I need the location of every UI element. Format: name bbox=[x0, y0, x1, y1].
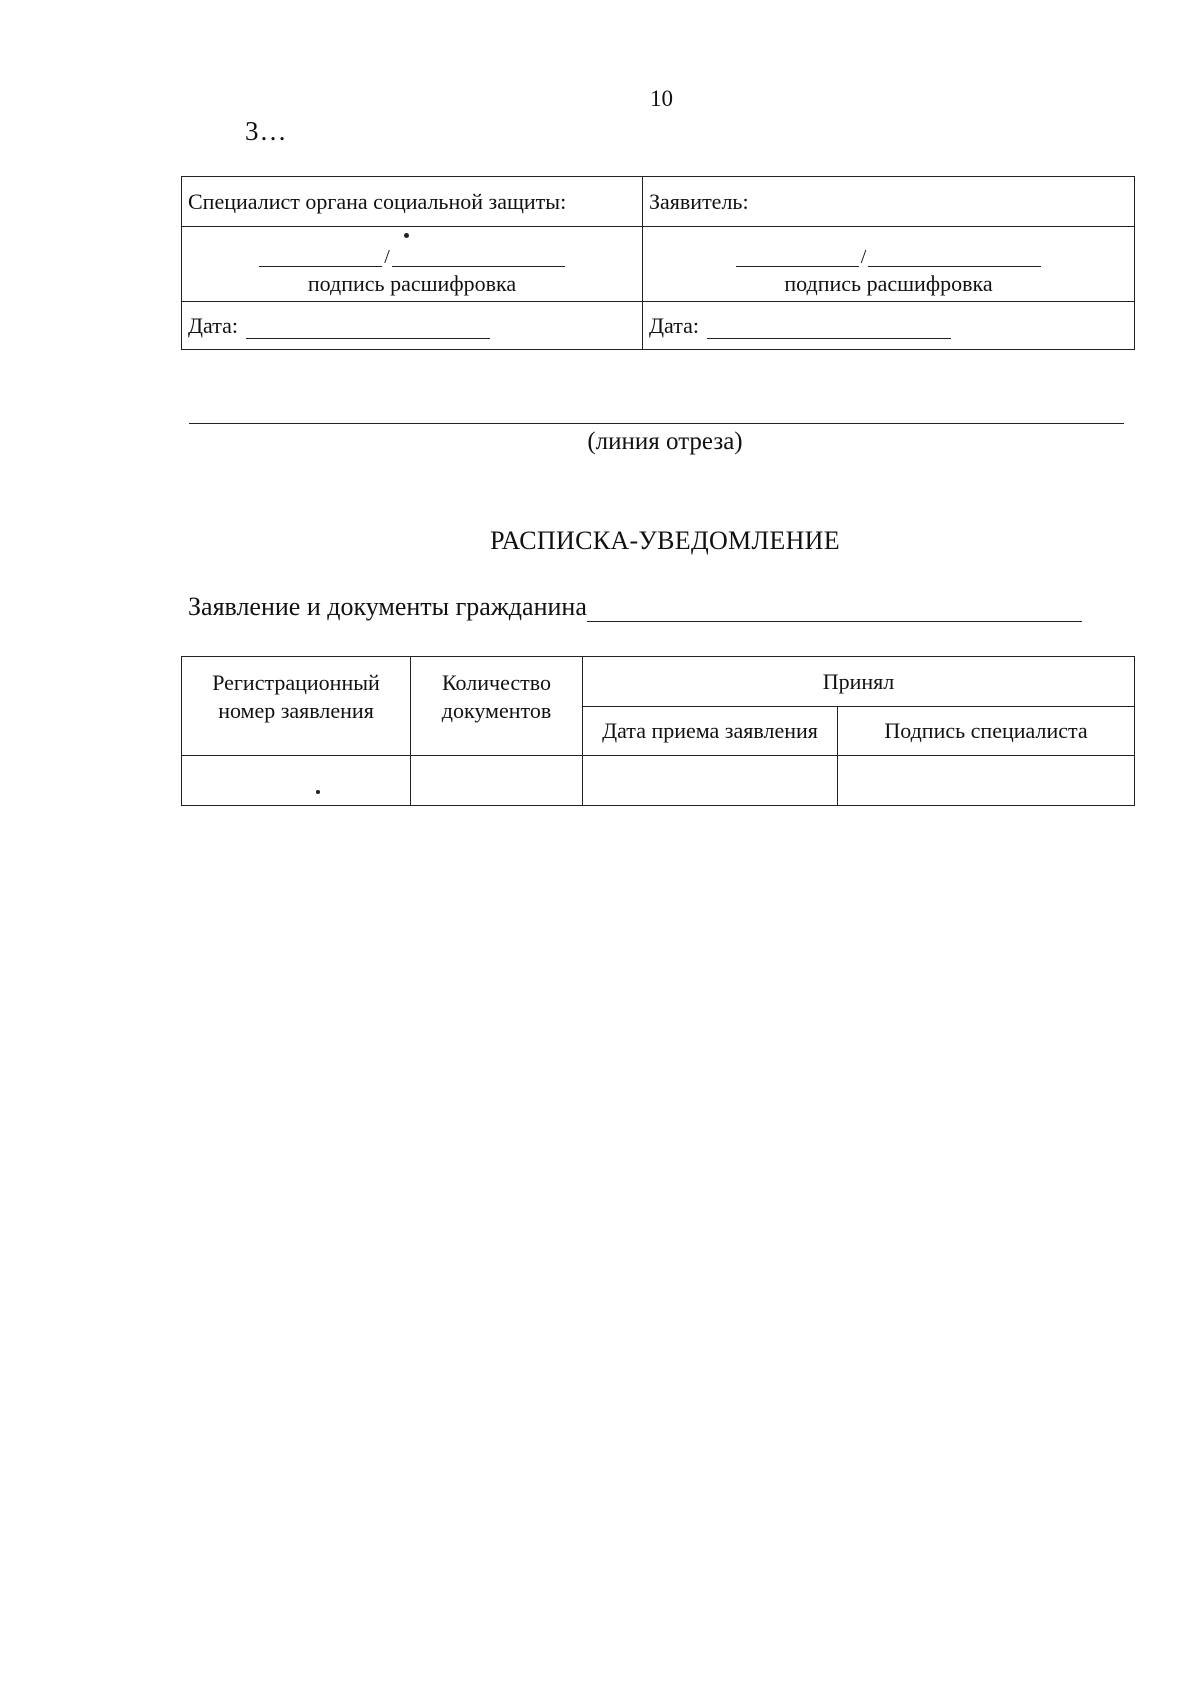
signature-slash: / bbox=[384, 246, 390, 268]
signature-blank bbox=[259, 250, 382, 267]
applicant-signature-line bbox=[649, 247, 1128, 267]
accept-date-cell bbox=[583, 756, 838, 806]
applicant-signature-cell bbox=[643, 227, 1135, 302]
receipt-table bbox=[181, 656, 1135, 806]
specialist-header: Специалист органа социальной защиты: bbox=[182, 177, 643, 227]
specialist-date-cell bbox=[182, 302, 643, 350]
accepted-header: Принял bbox=[583, 657, 1135, 707]
applicant-text: Заявление и документы гражданина bbox=[188, 592, 587, 621]
applicant-name-blank bbox=[587, 597, 1082, 622]
applicant-signature-caption: подпись расшифровка bbox=[784, 271, 993, 296]
specialist-signature-header: Подпись специалиста bbox=[838, 707, 1135, 756]
signature-blank bbox=[736, 250, 859, 267]
specialist-signature-line bbox=[188, 247, 636, 267]
specialist-date-blank bbox=[246, 318, 490, 339]
cut-line-caption: (линия отреза) bbox=[587, 428, 743, 455]
scan-dot bbox=[316, 790, 320, 794]
name-blank bbox=[392, 250, 565, 267]
applicant-header: Заявитель: bbox=[643, 177, 1135, 227]
specialist-date-label: Дата: bbox=[188, 312, 238, 338]
receipt-title: РАСПИСКА-УВЕДОМЛЕНИЕ bbox=[490, 526, 840, 555]
signature-slash: / bbox=[860, 246, 867, 268]
specialist-signature-cell bbox=[838, 756, 1135, 806]
page-number: 10 bbox=[650, 86, 673, 111]
cut-line bbox=[189, 423, 1124, 424]
doc-count-header: Количество документов bbox=[411, 657, 583, 756]
specialist-signature-cell bbox=[182, 227, 643, 302]
signature-table bbox=[181, 176, 1135, 350]
reg-number-cell bbox=[182, 756, 411, 806]
applicant-date-label: Дата: bbox=[649, 312, 699, 338]
applicant-date-cell bbox=[643, 302, 1135, 350]
accept-date-header: Дата приема заявления bbox=[583, 707, 838, 756]
scan-dot bbox=[404, 233, 409, 238]
applicant-date-blank bbox=[707, 318, 951, 339]
section-number: 3… bbox=[245, 116, 288, 146]
specialist-signature-caption: подпись расшифровка bbox=[307, 271, 517, 296]
applicant-line bbox=[188, 592, 1082, 622]
reg-number-header: Регистрационный номер заявления bbox=[182, 657, 411, 756]
name-blank bbox=[868, 250, 1041, 267]
doc-count-cell bbox=[411, 756, 583, 806]
